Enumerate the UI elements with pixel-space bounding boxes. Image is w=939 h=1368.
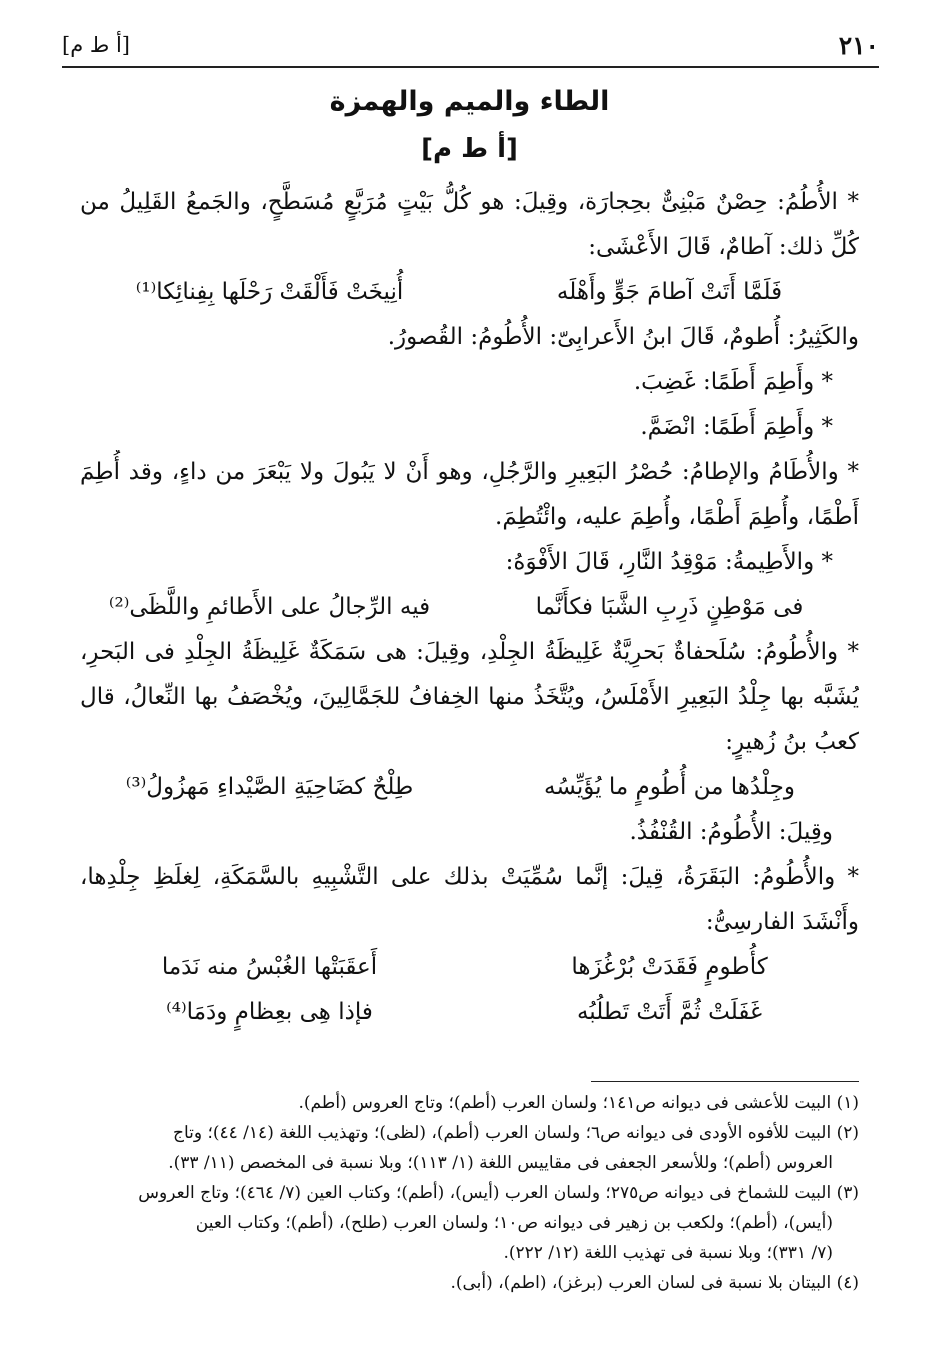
verse-second-hemistich: فيه الرِّجالُ على الأَطائمِ واللَّظَى⁽²⁾ [108, 594, 431, 620]
section-title: الطاء والميم والهمزة [329, 86, 610, 117]
verse-second-hemistich: طِلْحٌ كضَاحِيَةِ الصَّيْداءِ مَهزُولُ⁽³⁾ [125, 774, 414, 800]
text-line: * والأُطُومُ: سُلَحفاةٌ بَحرِيَّةٌ غَلِيظَةُ الجِلْدِ، وقِيلَ: هى سَمَكَةٌ غَلِيظَةُ الجِلْدِ فى البَحرِ، [80, 639, 859, 665]
text-line: وأَنْشَدَ الفارسِىُّ: [705, 909, 859, 935]
footnote-4 [80, 1268, 859, 1298]
text-line: كُلِّ ذلك: آطامٌ، قَالَ الأَعْشَى: [588, 234, 859, 260]
verse-al-asha [80, 270, 859, 315]
footnote-line: (١) البيت للأعشى فى ديوانه ص١٤١؛ ولسان العرب (أطم)؛ وتاج العروس (أطم). [298, 1093, 859, 1113]
footnote-1 [80, 1088, 859, 1118]
verse-second-hemistich: فإذا هِى بعِظامٍ ودَمَا⁽⁴⁾ [166, 999, 373, 1025]
footnote-3 [80, 1178, 859, 1268]
footnote-separator [591, 1081, 859, 1082]
paragraph-utum-turtle [80, 630, 859, 765]
footnote-line: العروس (أطم)؛ وللأسعر الجعفى فى مقاييس اللغة (١/ ١١٣)؛ وبلا نسبة فى المخصص (١١/ ٣٣). [168, 1153, 833, 1173]
paragraph-atima-join [80, 405, 859, 450]
text-line: * والأَطِيمةُ: مَوْقِدُ النَّارِ، قَالَ الأَفْوَهُ: [505, 549, 833, 575]
text-line: * والأُطُومُ: البَقَرَةُ، قِيلَ: إنَّما سُمِّيَتْ بذلك على التَّشْبِيهِ بالسَّمَكَةِ، لِغلَظِ جِلْدِها، [80, 864, 859, 890]
verse-first-hemistich: فى مَوْطِنٍ ذَرِبِ الشَّبَا فكأَنَّما [535, 594, 804, 620]
main-text [80, 180, 859, 1035]
text-line: كعبُ بنُ زُهيرٍ: [725, 729, 859, 755]
footnote-line: (٣) البيت للشماخ فى ديوانه ص٢٧٥؛ ولسان العرب (أيس)، (أطم)؛ وكتاب العين (٧/ ٤٦٤)؛ وتاج العروس [138, 1183, 859, 1203]
verse-second-hemistich: أُنِيخَتْ فَأَلْقَتْ رَحْلَها بِفِنائِكا⁽¹⁾ [135, 279, 404, 305]
paragraph-atum [80, 180, 859, 270]
verse-second-hemistich: أَعقَبَتْها الغُبْسُ منه نَدَما [161, 954, 378, 980]
verse-kaab [80, 765, 859, 810]
paragraph-plural [80, 315, 859, 360]
running-title: [أ ط م] [62, 33, 130, 57]
entry-title: [أ ط م] [421, 134, 518, 164]
header-rule [62, 66, 879, 68]
verse-first-hemistich: كأُطومٍ فَقَدَتْ بُرْغُزَها [571, 954, 768, 980]
paragraph-hedgehog [80, 810, 859, 855]
text-line: أَطْمًا، وأُطِمَ أَطْمًا، وأُطِمَ عليه، وائْتُطِمَ. [495, 504, 859, 530]
text-line: * وأَطِمَ أَطَمًا: غَضِبَ. [633, 369, 833, 395]
text-line: وقِيلَ: الأُطُومُ: القُنْفُذُ. [629, 819, 833, 845]
paragraph-atima-anger [80, 360, 859, 405]
footnotes [80, 1088, 859, 1298]
paragraph-atima [80, 540, 859, 585]
text-line: والكَثِيرُ: أُطومٌ، قَالَ ابنُ الأَعرابِىّ: الأُطُومُ: القُصورُ. [387, 324, 859, 350]
page-number: ٢١٠ [838, 30, 879, 60]
verse-first-hemistich: غَفَلَتْ ثُمَّ أَتَتْ تَطلُبُه [576, 999, 763, 1025]
verse-farisi-2 [80, 990, 859, 1035]
footnote-line: (٤) البيتان بلا نسبة فى لسان العرب (برغز)، (اطم)، (أبى). [450, 1273, 859, 1293]
text-line: * وأَطِمَ أَطَمًا: انْضَمَّ. [640, 414, 833, 440]
footnote-line: (أيس)، (أطم)؛ ولكعب بن زهير فى ديوانه ص١٠؛ ولسان العرب (طلح)، (أطم)؛ وكتاب العين [195, 1213, 833, 1233]
text-line: يُشَبَّه بها جِلْدُ البَعِيرِ الأَمْلَسُ، ويُتَّخَذُ منها الخِفافُ للجَمَّالِينَ، ويُخْصَفُ بها النِّعالُ، قال [80, 684, 859, 710]
paragraph-utam [80, 450, 859, 540]
verse-first-hemistich: وجِلْدُها من أُطُومٍ ما يُؤَيِّسُه [544, 774, 795, 800]
verse-al-afwah [80, 585, 859, 630]
verse-first-hemistich: فَلَمَّا أَتَتْ آطامَ جَوٍّ وأَهْلَه [556, 279, 783, 305]
text-line: * الأُطُمُ: حِصْنٌ مَبْنِىٌّ بحِجارَة، وقِيلَ: هو كُلُّ بَيْتٍ مُرَبَّعٍ مُسَطَّحٍ، والجَمعُ القَلِيلُ من [80, 189, 859, 215]
running-header [62, 30, 879, 60]
footnote-line: (٧/ ٣٣١)؛ وبلا نسبة فى تهذيب اللغة (١٢/ ٢٢٢). [503, 1243, 833, 1263]
paragraph-utum-cow [80, 855, 859, 945]
footnote-line: (٢) البيت للأفوه الأودى فى ديوانه ص٦؛ ولسان العرب (أطم)، (لظى)؛ وتهذيب اللغة (١٤/ ٤٤)؛ وتاج [172, 1123, 859, 1143]
verse-farisi-1 [80, 945, 859, 990]
footnote-2 [80, 1118, 859, 1178]
text-line: * والأُطَامُ والإطامُ: حُصْرُ البَعِيرِ والرَّجُلِ، وهو أَنْ لا يَبُولَ ولا يَبْعَرَ من داءٍ، وقد أُطِمَ [80, 459, 859, 485]
